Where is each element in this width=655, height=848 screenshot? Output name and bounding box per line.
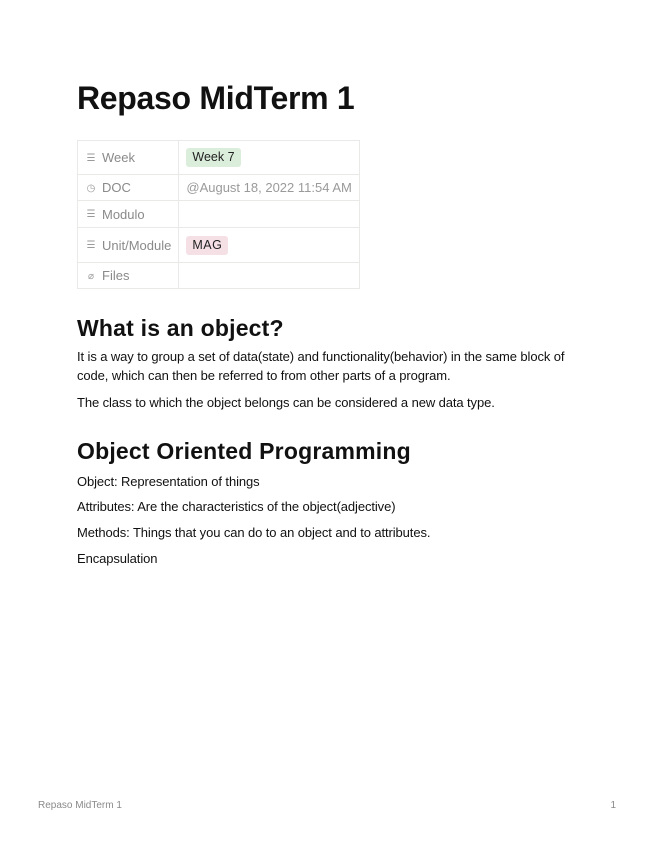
paperclip-icon: ⌀ — [87, 270, 95, 282]
property-label: Unit/Module — [102, 238, 172, 254]
week-tag[interactable]: Week 7 — [186, 148, 240, 167]
clock-icon: ◷ — [86, 182, 96, 194]
property-value-date[interactable]: @August 18, 2022 11:54 AM — [179, 175, 359, 201]
list-icon: ☰ — [86, 240, 96, 252]
page-title: Repaso MidTerm 1 — [77, 80, 355, 116]
property-row-files — [78, 263, 360, 289]
paragraph: Attributes: Are the characteristics of the object(adjective) — [77, 499, 396, 514]
property-key — [78, 263, 179, 289]
property-value — [179, 228, 359, 263]
property-key — [78, 201, 179, 228]
list-icon: ☰ — [86, 209, 96, 221]
property-key — [78, 175, 179, 201]
property-label: Week — [102, 150, 135, 166]
property-label: Modulo — [102, 207, 145, 223]
paragraph: The class to which the object belongs can be considered a new data type. — [77, 395, 495, 410]
property-label: DOC — [102, 180, 131, 196]
paragraph: Methods: Things that you can do to an object and to attributes. — [77, 525, 431, 540]
paragraph: Encapsulation — [77, 551, 158, 566]
property-row-doc — [78, 175, 360, 201]
property-value-empty[interactable] — [179, 263, 359, 289]
section-heading: Object Oriented Programming — [77, 438, 411, 464]
property-row-modulo — [78, 201, 360, 228]
property-value — [179, 141, 359, 175]
property-row-week — [78, 141, 360, 175]
paragraph: Object: Representation of things — [77, 474, 260, 489]
page-number: 1 — [610, 800, 616, 811]
unit-module-tag[interactable]: MAG — [186, 236, 228, 255]
property-key — [78, 141, 179, 175]
property-key — [78, 228, 179, 263]
list-icon: ☰ — [86, 152, 96, 164]
paragraph: It is a way to group a set of data(state) and functionality(behavior) in the same block of code, which can then be referred to from other parts of a program. — [77, 349, 565, 383]
property-value-empty[interactable] — [179, 201, 359, 228]
property-label: Files — [102, 268, 130, 284]
footer-title: Repaso MidTerm 1 — [38, 800, 122, 811]
section-heading: What is an object? — [77, 315, 284, 341]
property-row-unit-module — [78, 228, 360, 263]
properties-table — [77, 140, 360, 289]
